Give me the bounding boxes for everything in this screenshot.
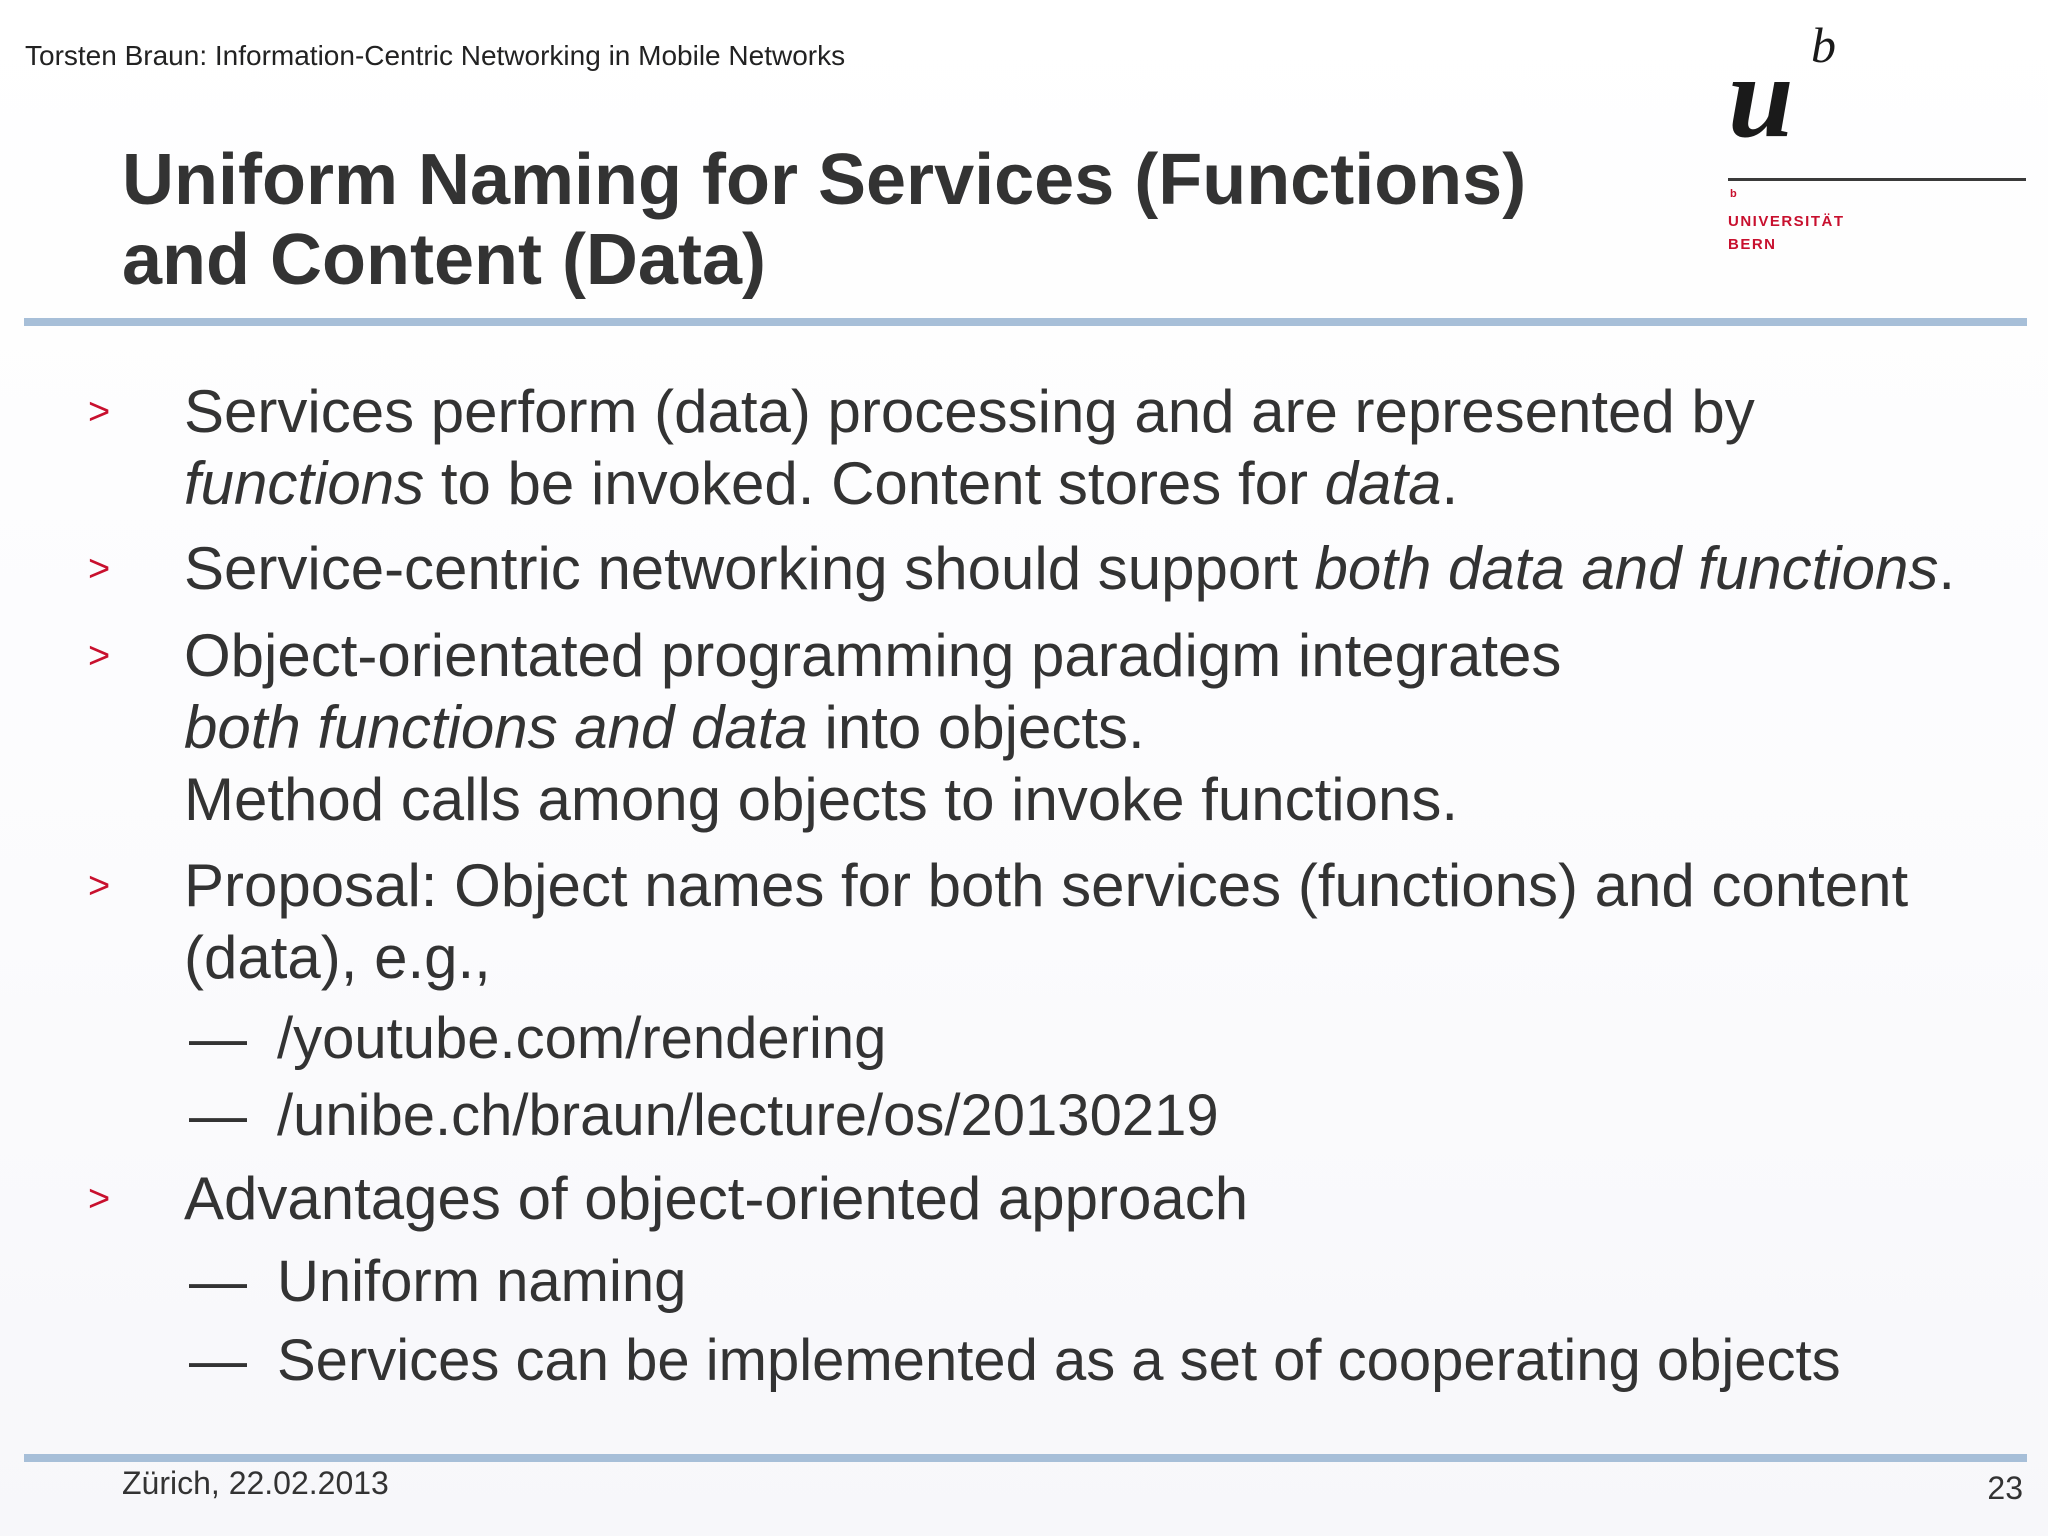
sub-bullet-dash: — (189, 1249, 247, 1314)
emphasis-text: both functions and data (184, 694, 808, 761)
emphasis-text: functions (184, 450, 425, 517)
bullet-text (184, 850, 1908, 994)
bullet-marker: > (88, 548, 111, 590)
sub-bullet-dash: — (189, 1328, 247, 1393)
slide-title-line1: Uniform Naming for Services (Functions) (122, 140, 1527, 220)
bullet-line: Method calls among objects to invoke functions. (184, 766, 1459, 833)
emphasis-text: both data and functions (1314, 535, 1939, 602)
logo-divider (1728, 178, 2026, 181)
bullet-line-part: Service-centric networking should support (184, 535, 1315, 602)
bullet-line: Proposal: Object names for both services (functions) and content (184, 852, 1909, 919)
logo-name-line1: UNIVERSITÄT (1728, 213, 1845, 230)
title-divider (24, 318, 2027, 326)
sub-bullet-text: /youtube.com/rendering (277, 1006, 887, 1071)
header-text: Torsten Braun: Information-Centric Networking in Mobile Networks (25, 40, 846, 71)
slide-title (122, 140, 1702, 300)
bullet-line: Services perform (data) processing and are represented by (184, 378, 1755, 445)
bullet-marker: > (88, 1178, 111, 1220)
logo-mark-u: u (1728, 31, 1794, 162)
sub-bullet-text: Services can be implemented as a set of cooperating objects (277, 1328, 1841, 1393)
footer-location-date: Zürich, 22.02.2013 (122, 1465, 389, 1501)
bullet-line-part: . (1938, 535, 1956, 602)
logo-mark-b: b (1811, 17, 1836, 73)
bullet-marker: > (88, 391, 111, 433)
sub-bullet-dash: — (189, 1083, 247, 1148)
bullet-line (184, 533, 1955, 605)
bullet-line-part: to be invoked. Content stores for (424, 450, 1325, 517)
sub-bullet-text: /unibe.ch/braun/lecture/os/20130219 (277, 1083, 1219, 1148)
footer-divider (24, 1454, 2027, 1462)
bullet-line-part: . (1441, 450, 1459, 517)
bullet-text (184, 533, 1955, 605)
bullet-line-part: into objects. (807, 694, 1145, 761)
logo-small-b: b (1730, 188, 1737, 200)
sub-bullet-dash: — (189, 1006, 247, 1071)
page-number: 23 (1987, 1470, 2023, 1506)
bullet-line (184, 448, 1755, 520)
university-logo (1728, 17, 2028, 260)
emphasis-text: data (1324, 450, 1442, 517)
sub-bullet-text: Uniform naming (277, 1249, 687, 1314)
bullet-text (184, 376, 1755, 520)
bullet-line: Object-orientated programming paradigm integrates (184, 622, 1562, 689)
logo-name-line2: BERN (1728, 236, 1777, 253)
slide-title-line2: and Content (Data) (122, 220, 766, 300)
bullet-marker: > (88, 865, 111, 907)
logo-university-name (1728, 210, 1845, 256)
bullet-marker: > (88, 635, 111, 677)
bullet-line: Advantages of object-oriented approach (184, 1165, 1249, 1232)
bullet-text (184, 620, 1561, 836)
bullet-line: (data), e.g., (184, 924, 491, 991)
bullet-text (184, 1163, 1248, 1235)
bullet-line (184, 692, 1561, 764)
